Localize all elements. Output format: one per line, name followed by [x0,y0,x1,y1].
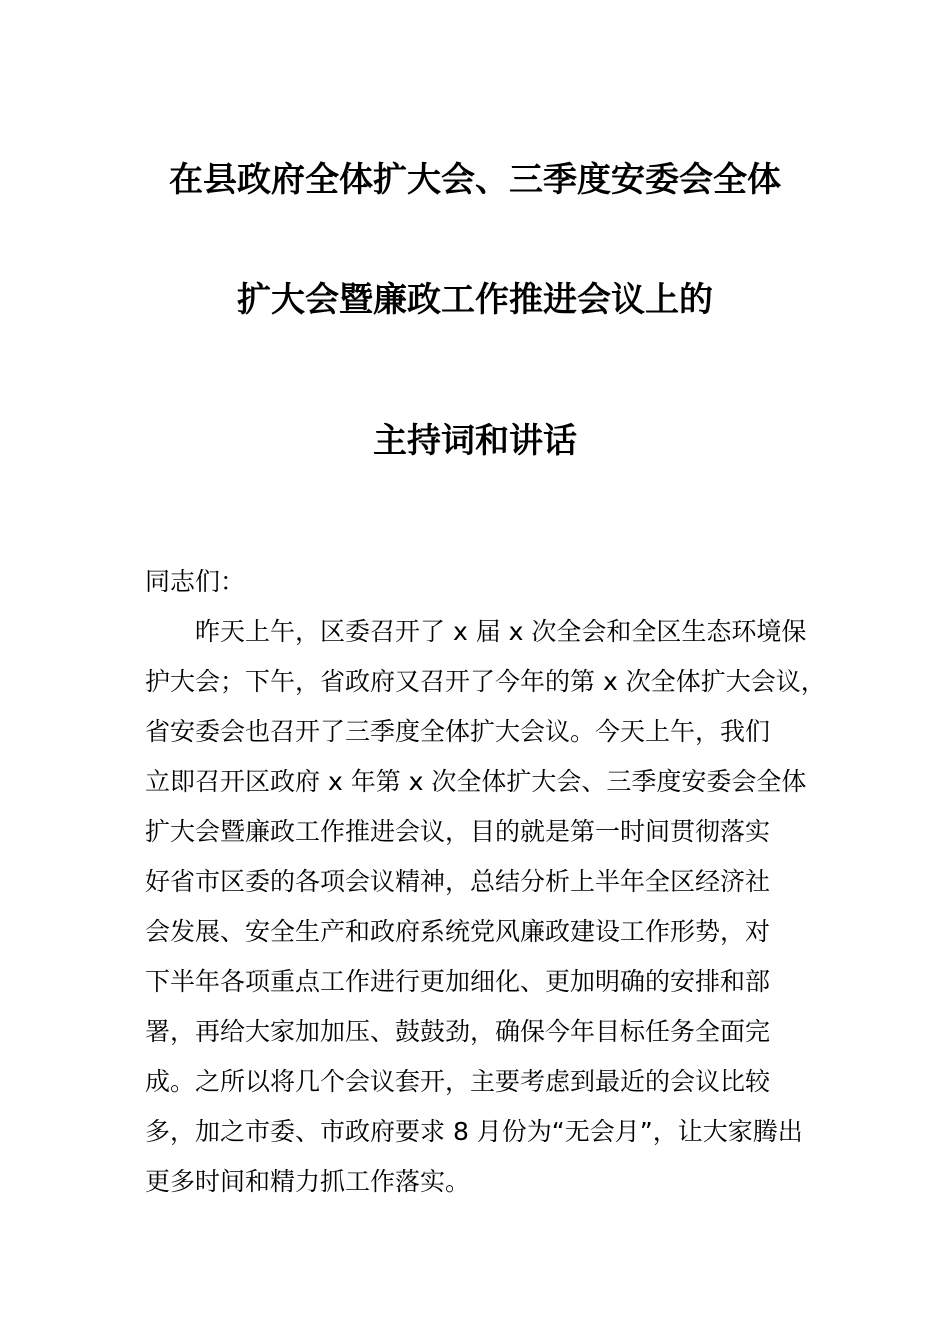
paragraph-line: 护大会；下午，省政府又召开了今年的第 x 次全体扩大会议， [145,667,826,696]
body-paragraph [145,607,835,1207]
paragraph-line: 扩大会暨廉政工作推进会议，目的就是第一时间贯彻落实 [145,817,771,846]
document-title-line-2: 扩大会暨廉政工作推进会议上的 [237,280,713,320]
salutation: 同志们： [145,567,246,596]
paragraph-line: 省安委会也召开了三季度全体扩大会议。今天上午，我们 [145,717,771,746]
paragraph-line: 更多时间和精力抓工作落实。 [145,1167,471,1196]
paragraph-line: 昨天上午，区委召开了 x 届 x 次全会和全区生态环境保 [195,617,807,646]
paragraph-line: 下半年各项重点工作进行更加细化、更加明确的安排和部 [145,967,771,996]
paragraph-line: 会发展、安全生产和政府系统党风廉政建设工作形势，对 [145,917,771,946]
paragraph-line: 署，再给大家加加压、鼓鼓劲，确保今年目标任务全面完 [145,1017,771,1046]
paragraph-line: 立即召开区政府 x 年第 x 次全体扩大会、三季度安委会全体 [145,767,807,796]
document-title-line-3: 主持词和讲话 [373,421,577,461]
paragraph-line: 好省市区委的各项会议精神，总结分析上半年全区经济社 [145,867,771,896]
document-title-line-1: 在县政府全体扩大会、三季度安委会全体 [169,160,781,200]
paragraph-line: 多，加之市委、市政府要求 8 月份为“无会月”，让大家腾出 [145,1117,803,1146]
paragraph-line: 成。之所以将几个会议套开，主要考虑到最近的会议比较 [145,1067,771,1096]
